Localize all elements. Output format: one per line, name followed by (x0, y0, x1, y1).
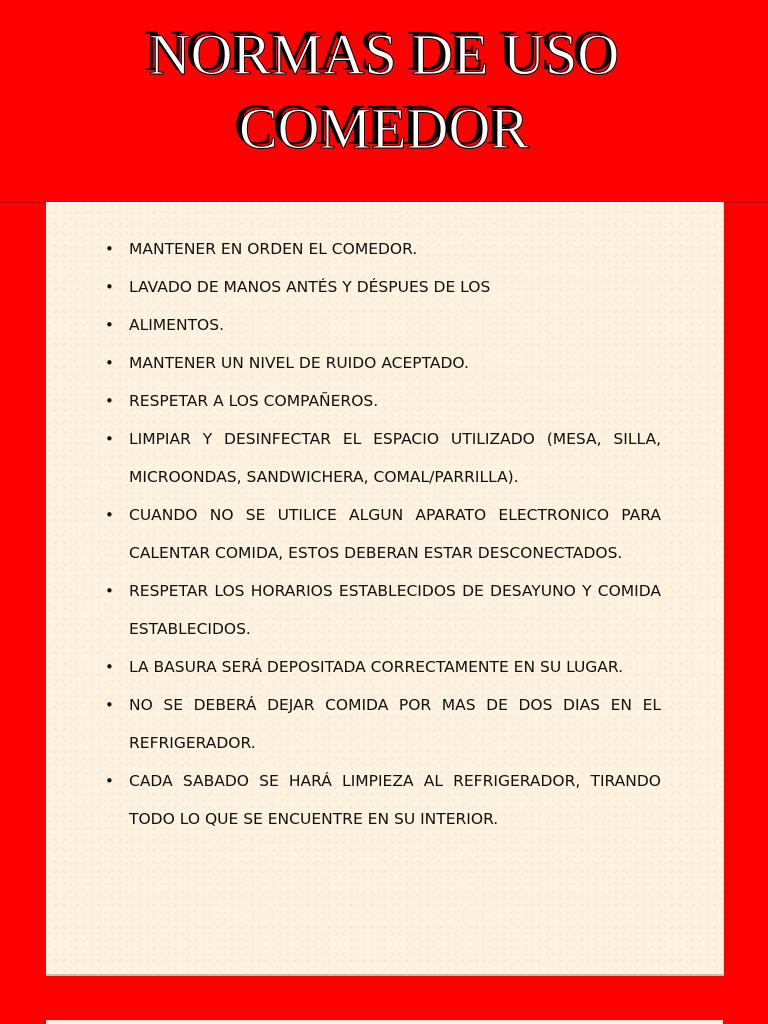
bullet-icon: • (105, 506, 114, 524)
bullet-icon: • (105, 240, 114, 258)
title-band (0, 0, 768, 203)
rule-item (46, 268, 723, 306)
title-line-2: COMEDOR (238, 96, 530, 161)
rule-text: NO SE DEBERÁ DEJAR COMIDA POR MAS DE DOS DIAS EN EL REFRIGERADOR. (129, 696, 661, 752)
bullet-icon: • (105, 354, 114, 372)
rule-text: LAVADO DE MANOS ANTÉS Y DÉSPUES DE LOS (129, 278, 491, 296)
rule-text: ALIMENTOS. (129, 316, 225, 334)
rules-list (46, 230, 723, 838)
rule-text: MANTENER UN NIVEL DE RUIDO ACEPTADO. (129, 354, 469, 372)
rule-text: CUANDO NO SE UTILICE ALGUN APARATO ELECTRONICO PARA CALENTAR COMIDA, ESTOS DEBERAN ESTAR DESCONECTADOS. (129, 506, 661, 562)
rule-item (46, 496, 723, 572)
rule-item (46, 762, 723, 838)
rule-text: LIMPIAR Y DESINFECTAR EL ESPACIO UTILIZADO (MESA, SILLA, MICROONDAS, SANDWICHERA, COMAL/PARRILLA). (129, 430, 661, 486)
title-line-1: NORMAS DE USO (148, 22, 620, 87)
rule-text: CADA SABADO SE HARÁ LIMPIEZA AL REFRIGERADOR, TIRANDO TODO LO QUE SE ENCUENTRE EN SU INTERIOR. (129, 772, 661, 828)
rules-panel (46, 202, 724, 976)
rule-item (46, 382, 723, 420)
rule-item (46, 306, 723, 344)
bullet-icon: • (105, 658, 114, 676)
bullet-icon: • (105, 696, 114, 714)
rule-text: RESPETAR A LOS COMPAÑEROS. (129, 392, 379, 410)
rule-text: MANTENER EN ORDEN EL COMEDOR. (129, 240, 418, 258)
bullet-icon: • (105, 772, 114, 790)
page-title (0, 18, 768, 166)
rule-item (46, 572, 723, 648)
rule-item (46, 230, 723, 268)
rule-item (46, 344, 723, 382)
bullet-icon: • (105, 582, 114, 600)
bullet-icon: • (105, 278, 114, 296)
rule-text: RESPETAR LOS HORARIOS ESTABLECIDOS DE DESAYUNO Y COMIDA ESTABLECIDOS. (129, 582, 661, 638)
bullet-icon: • (105, 316, 114, 334)
next-page-edge (46, 1020, 723, 1024)
bullet-icon: • (105, 430, 114, 448)
rule-item (46, 648, 723, 686)
rule-item (46, 686, 723, 762)
rule-text: LA BASURA SERÁ DEPOSITADA CORRECTAMENTE EN SU LUGAR. (129, 658, 624, 676)
rule-item (46, 420, 723, 496)
bullet-icon: • (105, 392, 114, 410)
